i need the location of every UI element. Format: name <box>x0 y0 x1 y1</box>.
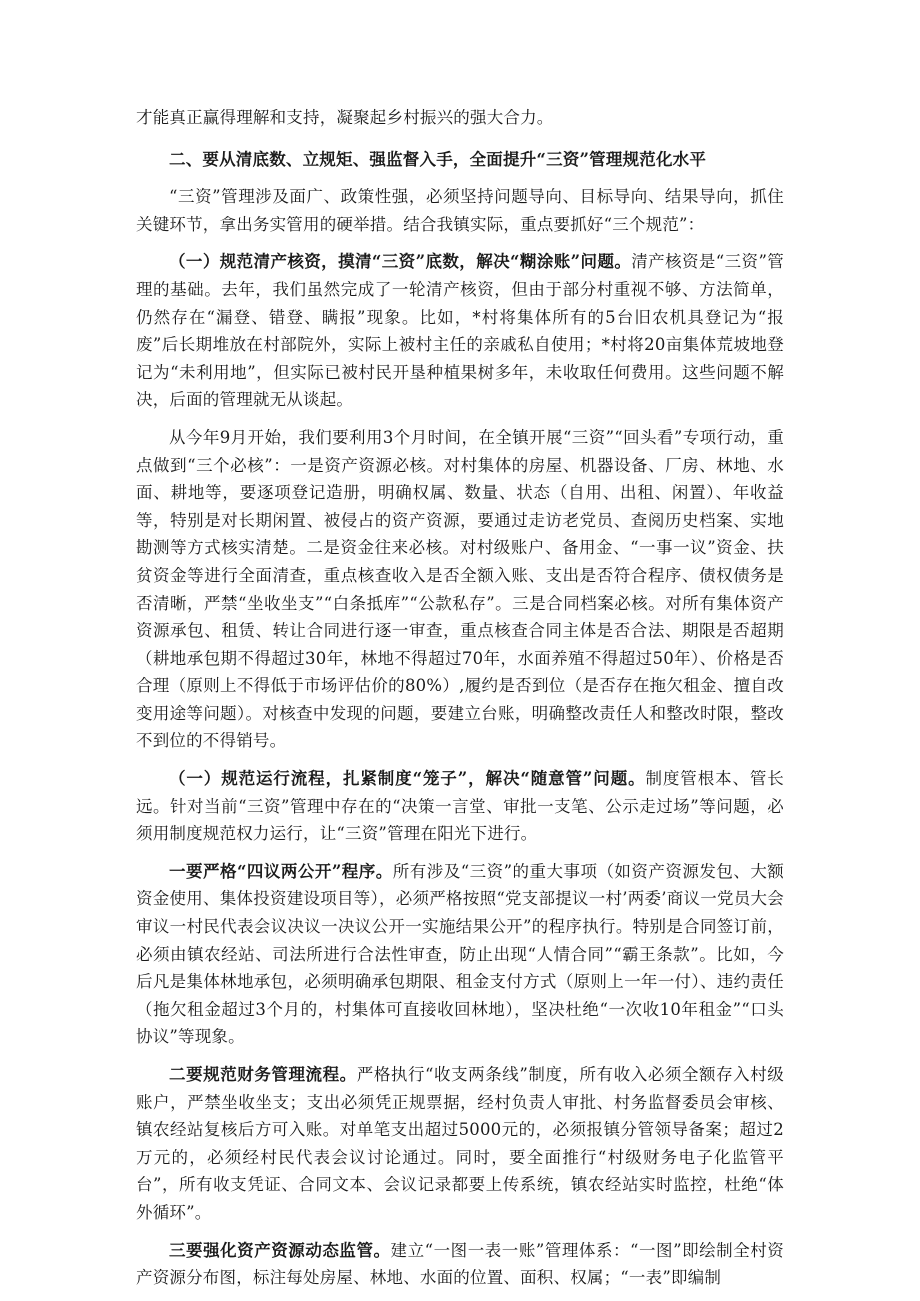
paragraph-rule-3 <box>136 1237 784 1292</box>
subsection-title-2: （一）规范运行流程，扎紧制度“笼子”，解决“随意管”问题。 <box>169 769 646 789</box>
rule-title-2: 二要规范财务管理流程。 <box>169 1065 357 1084</box>
subsection-title-1: （一）规范清产核资，摸清“三资”底数，解决“糊涂账”问题。 <box>169 252 632 272</box>
paragraph-intro: “三资”管理涉及面广、政策性强，必须坚持问题导向、目标导向、结果导向，抓住关键环节，拿出务实管用的硬举措。结合我镇实际，重点要抓好“三个规范”： <box>136 187 784 234</box>
paragraph-rule-1 <box>136 858 784 1051</box>
rule-body-3: 建立“一图一表一账”管理体系：“一图”即绘制全村资产资源分布图，标注每处房屋、林地、水面的位置、面积、权属；“一表”即编制 <box>136 1240 784 1288</box>
paragraph-subsection-1 <box>136 248 784 414</box>
paragraph-three-checks: 从今年9月开始，我们要利用3个月时间，在全镇开展“三资”“回头看”专项行动，重点做到“三个必核”：一是资产资源必核。对村集体的房屋、机器设备、厂房、林地、水面、耕地等，要逐项登记造册，明确权属、数量、状态（自用、出租、闲置）、年收益等，特别是对长期闲置、被侵占的资产资源，要通过走访老党员、查阅历史档案、实地勘测等方式核实清楚。二是资金往来必核。对村级账户、备用金、“一事一议”资金、扶贫资金等进行全面清查，重点核查收入是否全额入账、支出是否符合程序、债权债务是否清晰，严禁“坐收坐支”“白条抵库”“公款私存”。三是合同档案必核。对所有集体资产资源承包、租赁、转让合同进行逐一审查，重点核查合同主体是否合法、期限是否超期（耕地承包期不得超过30年，林地不得超过70年，水面养殖不得超过50年）、价格是否合理（原则上不得低于市场评估价的80%）,履约是否到位（是否存在拖欠租金、擅自改变用途等问题）。对核查中发现的问题，要建立台账，明确整改责任人和整改时限，整改不到位的不得销号。 <box>136 427 784 751</box>
rule-title-1: 一要严格“四议两公开”程序。 <box>169 861 393 881</box>
paragraph-rule-2 <box>136 1061 784 1227</box>
subsection-body-2: 制度管根本、管长远。针对当前“三资”管理中存在的“决策一言堂、审批一支笔、公示走过场”等问题，必须用制度规范权力运行，让“三资”管理在阳光下进行。 <box>136 769 785 844</box>
rule-title-3: 三要强化资产资源动态监管。 <box>169 1240 391 1260</box>
rule-body-2: 严格执行“收支两条线”制度，所有收入必须全额存入村级账户，严禁坐收坐支；支出必须凭正规票据，经村负责人审批、村务监督委员会审核、镇农经站复核后方可入账。对单笔支出超过5000元的，必须报镇分管领导备案；超过2万元的，必须经村民代表会议讨论通过。同时，要全面推行“村级财务电子化监管平台”，所有收支凭证、合同文本、会议记录都要上传系统，镇农经站实时监控，杜绝“体外循环”。 <box>136 1065 785 1222</box>
subsection-body-1: 清产核资是“三资”管理的基础。去年，我们虽然完成了一轮清产核资，但由于部分村重视不够、方法简单，仍然存在“漏登、错登、瞒报”现象。比如，*村将集体所有的5台旧农机具登记为“报废”后长期堆放在村部院外，实际上被村主任的亲戚私自使用；*村将20亩集体荒坡地登记为“未利用地”，但实际已被村民开垦种植果树多年，未收取任何费用。这些问题不解决，后面的管理就无从谈起。 <box>136 252 784 410</box>
paragraph-subsection-2 <box>136 765 784 848</box>
rule-body-1: 所有涉及“三资”的重大事项（如资产资源发包、大额资金使用、集体投资建设项目等），必须严格按照“党支部提议一村’两委’商议一党员大会审议一村民代表会议决议一决议公开一实施结果公开”的程序执行。特别是合同签订前，必须由镇农经站、司法所进行合法性审查，防止出现“人情合同”“霸王条款”。比如，今后凡是集体林地承包，必须明确承包期限、租金支付方式（原则上一年一付）、违约责任（拖欠租金超过3个月的，村集体可直接收回林地），坚决杜绝“一次收10年租金”“口头协议”等现象。 <box>136 861 784 1047</box>
document-page <box>136 104 784 1292</box>
paragraph-continuation: 才能真正赢得理解和支持，凝聚起乡村振兴的强大合力。 <box>136 108 554 127</box>
section-heading: 二、要从清底数、立规矩、强监督入手，全面提升“三资”管理规范化水平 <box>169 149 707 169</box>
